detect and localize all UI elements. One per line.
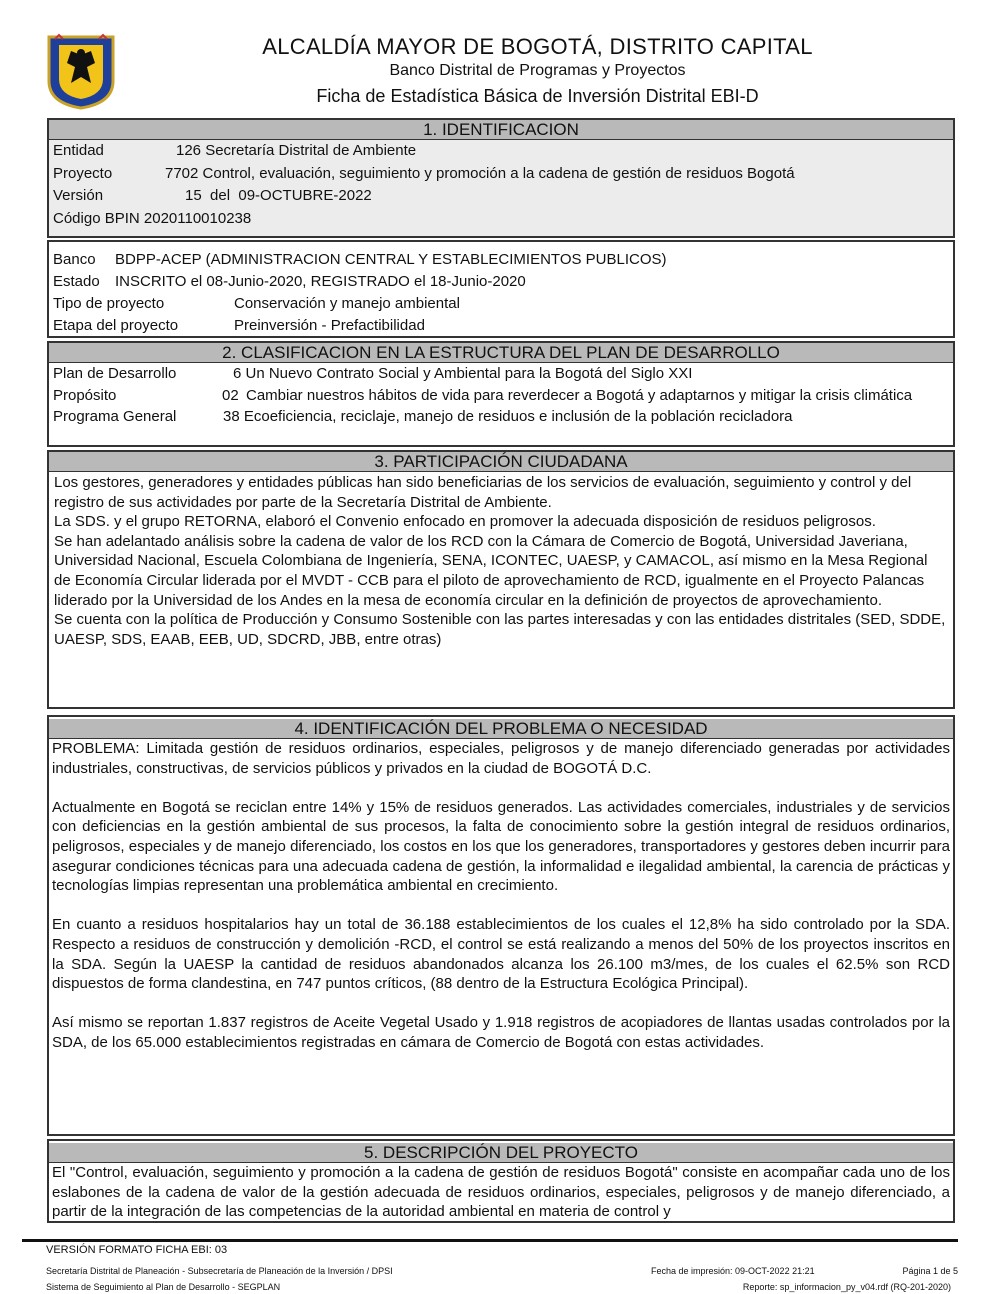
footer-system: Sistema de Seguimiento al Plan de Desarrollo - SEGPLAN (46, 1282, 281, 1292)
programa-value: 38 Ecoeficiencia, reciclaje, manejo de residuos e inclusión de la población recicladora (223, 408, 793, 425)
proposito-value: Cambiar nuestros hábitos de vida para reverdecer a Bogotá y adaptarnos y mitigar la crisis climática (246, 387, 913, 404)
field-label: Plan de Desarrollo (53, 365, 177, 382)
version-value: 15 del 09-OCTUBRE-2022 (185, 187, 372, 204)
banco-value: BDPP-ACEP (ADMINISTRACION CENTRAL Y ESTABLECIMIENTOS PUBLICOS) (115, 251, 667, 268)
paragraph: Los gestores, generadores y entidades públicas han sido beneficiarias de los servicios de evaluación, seguimiento y control y del registro de sus actividades por parte de la Secretaría Distrital de Ambiente. (54, 474, 912, 511)
entidad-value: 126 Secretaría Distrital de Ambiente (176, 142, 417, 159)
field-label: Programa General (53, 408, 177, 425)
estado-value: INSCRITO el 08-Junio-2020, REGISTRADO el 18-Junio-2020 (115, 273, 526, 290)
field-label: Etapa del proyecto (53, 317, 179, 334)
section-header: 5. DESCRIPCIÓN DEL PROYECTO (49, 1143, 953, 1163)
footer-divider (22, 1239, 958, 1242)
section-banco (47, 240, 955, 338)
form-title: Ficha de Estadística Básica de Inversión Distrital EBI-D (316, 86, 759, 106)
etapa-value: Preinversión - Prefactibilidad (234, 317, 425, 334)
proposito-number: 02 (222, 387, 239, 404)
bogota-coat-of-arms-logo (45, 33, 117, 110)
paragraph: En cuanto a residuos hospitalarios hay un total de 36.188 establecimientos de los cuales el 12,8% ha sido controlado por la SDA. Respecto a residuos de construcción y demolición -RCD, el control se está realizando a menos del 50% de los proyectos inscritos en la SDA. Según la UAESP la cantidad de residuos abandonados alcanza los 26.100 m3/mes, de los cuales el 62.5% son RCD dispuestos de forma clandestina, en 747 puntos críticos, (88 dentro de la Estructura Ecológica Principal). (52, 916, 950, 993)
print-date: Fecha de impresión: 09-OCT-2022 21:21 (651, 1266, 815, 1276)
section-identificacion (47, 118, 955, 238)
report-name: Reporte: sp_informacion_py_v04.rdf (RQ-201-2020) (742, 1282, 951, 1292)
page-title: ALCALDÍA MAYOR DE BOGOTÁ, DISTRITO CAPITAL (262, 34, 813, 59)
section-header: 4. IDENTIFICACIÓN DEL PROBLEMA O NECESIDAD (49, 719, 953, 739)
footer-entity: Secretaría Distrital de Planeación - Subsecretaría de Planeación de la Inversión / DPSI (46, 1266, 393, 1276)
section-header: 2. CLASIFICACION EN LA ESTRUCTURA DEL PLAN DE DESARROLLO (49, 343, 953, 363)
section-problema (47, 715, 955, 1136)
field-label: Banco (53, 251, 96, 268)
bpin-value: Código BPIN 2020110010238 (53, 209, 252, 227)
format-version: VERSIÓN FORMATO FICHA EBI: 03 (46, 1244, 228, 1256)
paragraph: PROBLEMA: Limitada gestión de residuos ordinarios, especiales, peligrosos y de manejo diferenciado generadas por actividades industriales, constructivas, de servicios públicos y privados en la ciudad de BOGOTÁ D.C. (52, 740, 950, 777)
proyecto-value: 7702 Control, evaluación, seguimiento y promoción a la cadena de gestión de residuos Bogotá (165, 164, 795, 182)
field-label: Entidad (53, 142, 104, 159)
section-clasificacion (47, 341, 955, 447)
field-label: Versión (53, 187, 104, 204)
section-header: 1. IDENTIFICACION (49, 120, 953, 140)
section-participacion (47, 450, 955, 709)
field-label: Tipo de proyecto (53, 295, 165, 312)
field-label: Estado (53, 273, 100, 290)
page-subtitle: Banco Distrital de Programas y Proyectos (389, 62, 686, 79)
paragraph: Actualmente en Bogotá se reciclan entre 14% y 15% de residuos generados. Las actividades comerciales, industriales y de servicios con deficiencias en la gestión ambiental de sus procesos, la falta de conocimiento sobre la gestión integral de residuos ordinarios, peligrosos, especiales y de manejo diferenciado, los costos en los que los generadores, transportadores y gestores deben incurrir para asegurar condiciones técnicas para una adecuada cadena de gestión, la informalidad e ilegalidad ambiental, la carencia de prácticas y tecnologías limpias representan una problemática ambiental en crecimiento. (52, 798, 950, 895)
field-label: Proyecto (53, 164, 113, 182)
paragraph: Se cuenta con la política de Producción y Consumo Sostenible con las partes interesadas y con las entidades distritales (SED, SDDE, UAESP, SDS, EAAB, EEB, UD, SDCRD, JBB, entre otras) (54, 611, 946, 648)
section-header: 3. PARTICIPACIÓN CIUDADANA (49, 452, 953, 472)
tipo-value: Conservación y manejo ambiental (234, 295, 460, 312)
plan-value: 6 Un Nuevo Contrato Social y Ambiental para la Bogotá del Siglo XXI (233, 365, 693, 382)
paragraph: Así mismo se reportan 1.837 registros de Aceite Vegetal Usado y 1.918 registros de acopiadores de llantas usadas controlados por la SDA, de los 65.000 establecimientos registradas en cámara de Comercio de Bogotá con estas actividades. (52, 1014, 950, 1051)
paragraph: El "Control, evaluación, seguimiento y promoción a la cadena de gestión de residuos Bogotá" consiste en acompañar cada uno de los eslabones de la cadena de valor de la gestión adecuada de residuos ordinarios, especiales, peligrosos y de manejo diferenciado, a partir de la integración de las competencias de la autoridad ambiental en materia de control y (52, 1164, 950, 1221)
section-descripcion (47, 1139, 955, 1223)
field-label: Propósito (53, 387, 117, 404)
page-number: Página 1 de 5 (902, 1266, 958, 1276)
paragraph: Se han adelantado análisis sobre la cadena de valor de los RCD con la Cámara de Comercio de Bogotá, Universidad Javeriana, Universidad Nacional, Escuela Colombiana de Ingeniería, SENA, ICONTEC, UAESP, y CAMACOL, así mismo en la Mesa Regional de Economía Circular liderada por el MVDT - CCB para el piloto de aprovechamiento de RCD, igualmente en el Proyecto Palancas liderado por la Universidad de los Andes en la mesa de economía circular en la definición de proyectos de aprovechamiento. (54, 532, 928, 609)
paragraph: La SDS. y el grupo RETORNA, elaboró el Convenio enfocado en promover la adecuada disposición de residuos peligrosos. (54, 513, 876, 531)
